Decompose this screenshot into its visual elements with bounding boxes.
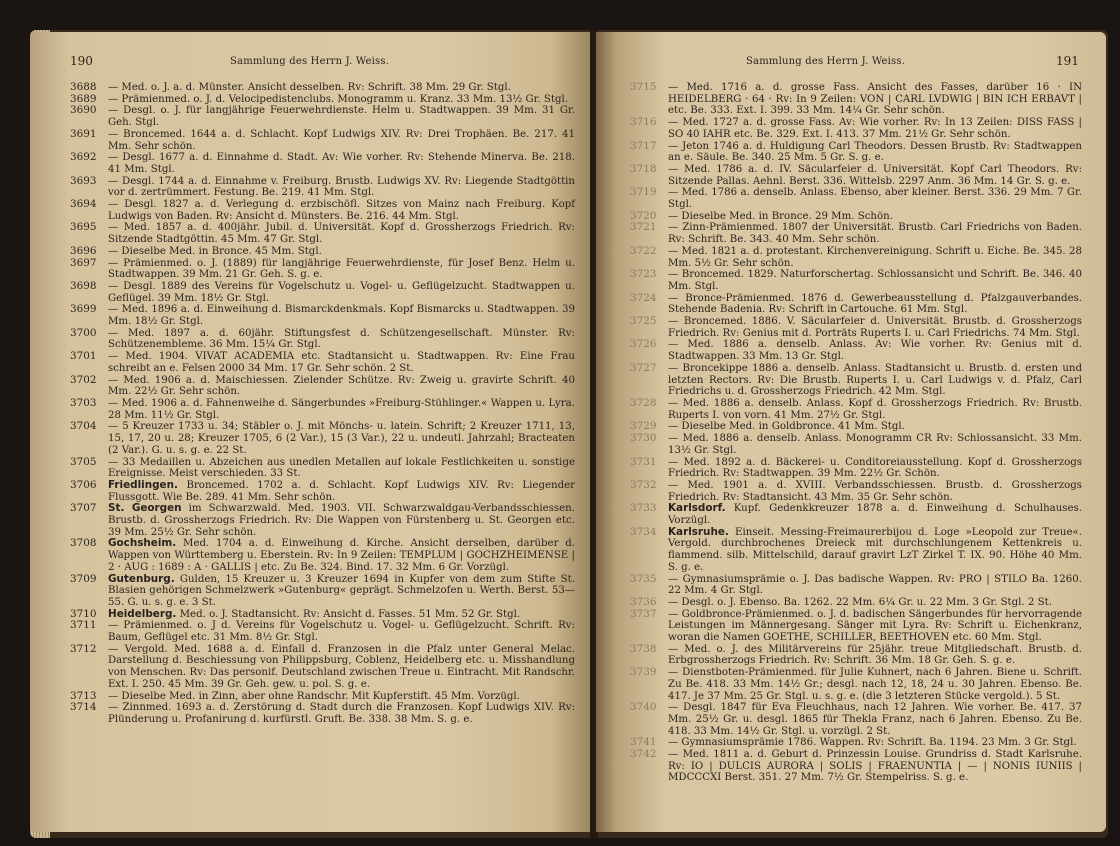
catalog-entry bbox=[630, 737, 1082, 749]
entry-number: 3697 bbox=[70, 256, 97, 269]
entry-number: 3711 bbox=[70, 619, 97, 632]
catalog-entry bbox=[630, 117, 1082, 140]
entry-description: — Vergold. Med. 1688 a. d. Einfall d. Franzosen in die Pfalz unter General Melac. Darstellung d. Beschiessung von Philippsburg, Coblenz, Heidelberg etc. u. Misshandlung von Menschen. Rv: Das personif. Deutschland zwischen Treue u. Eintracht. Mit Randschr. Ext. I. 250. 45 Mm. 39 Gr. Geh. gew. u. pol. S. g. e. bbox=[108, 643, 575, 690]
catalog-entry bbox=[630, 667, 1082, 702]
entry-description: — Med. 1906 a. d. Fahnenweihe d. Sängerbundes »Freiburg-Stühlinger.« Wappen u. Lyra. 28 Mm. 11½ Gr. Stgl. bbox=[108, 397, 575, 421]
catalog-entry bbox=[630, 363, 1082, 398]
entry-description: — Med. 1786 a. d. IV. Säcularfeier d. Universität. Kopf Carl Theodors. Rv: Sitzende Pallas. Aehnl. Berst. 336. Wittelsb. 2297 Anm. 36 Mm. 14 Gr. S. g. e. bbox=[668, 163, 1082, 187]
entry-number: 3688 bbox=[70, 81, 97, 93]
entry-description: — 33 Medaillen u. Abzeichen aus unedlen Metallen auf lokale Festlichkeiten u. sonstige Ereignisse. Meist verschieden. 33 St. bbox=[108, 456, 575, 480]
entry-number: 3741 bbox=[630, 736, 657, 749]
entry-description: — Med. 1821 a. d. protestant. Kirchenvereinigung. Schrift u. Eiche. Be. 345. 28 Mm. 5½ Gr. Sehr schön. bbox=[668, 245, 1082, 269]
entry-description: — Med. 1896 a. d. Einweihung d. Bismarckdenkmals. Kopf Bismarcks u. Stadtwappen. 39 Mm. 18½ Gr. Stgl. bbox=[108, 304, 575, 328]
entry-number: 3689 bbox=[70, 92, 97, 105]
entry-text bbox=[668, 527, 1082, 574]
entry-number: 3738 bbox=[630, 642, 657, 655]
entry-place-name: Karlsruhe. bbox=[668, 525, 729, 538]
entry-description: — Dieselbe Med. in Bronce. 45 Mm. Stgl. bbox=[108, 245, 322, 257]
entry-number: 3727 bbox=[630, 361, 657, 374]
entry-description: — Prämienmed. o. J d. Vereins für Vogelschutz u. Vogel- u. Geflügelzucht. Schrift. Rv: Baum, Geflügel etc. 31 Mm. 8½ Gr. Stgl. bbox=[108, 620, 575, 644]
catalog-entry bbox=[70, 574, 575, 609]
entry-text bbox=[108, 398, 575, 421]
entry-number: 3733 bbox=[630, 502, 657, 515]
catalog-entry bbox=[70, 457, 575, 480]
entry-description: — Med. 1897 a. d. 60jähr. Stiftungsfest d. Schützengesellschaft. Münster. Rv: Schützenembleme. 36 Mm. 15¼ Gr. Stgl. bbox=[108, 327, 575, 351]
entry-text bbox=[668, 749, 1082, 784]
catalog-entry bbox=[630, 222, 1082, 245]
entry-text bbox=[108, 691, 575, 703]
entry-place-name: Heidelberg. bbox=[108, 607, 177, 620]
catalog-entry bbox=[70, 644, 575, 691]
catalog-entry bbox=[630, 187, 1082, 210]
entry-text bbox=[108, 480, 575, 503]
catalog-entry bbox=[70, 421, 575, 456]
entry-text bbox=[108, 281, 575, 304]
entry-text bbox=[668, 421, 1082, 433]
catalog-entry bbox=[70, 246, 575, 258]
entry-text bbox=[108, 457, 575, 480]
right-running-head: Sammlung des Herrn J. Weiss. bbox=[746, 56, 906, 67]
entry-number: 3709 bbox=[70, 572, 97, 585]
catalog-entry bbox=[70, 258, 575, 281]
entry-number: 3734 bbox=[630, 525, 657, 538]
entry-description: — Gymnasiumsprämie 1786. Wappen. Rv: Schrift. Ba. 1194. 23 Mm. 3 Gr. Stgl. bbox=[668, 737, 1077, 749]
entry-text bbox=[668, 339, 1082, 362]
entry-number: 3695 bbox=[70, 221, 97, 234]
catalog-entry bbox=[630, 398, 1082, 421]
entry-number: 3699 bbox=[70, 303, 97, 316]
entry-text bbox=[108, 94, 575, 106]
catalog-entry bbox=[70, 609, 575, 621]
entry-description: Kupf. Gedenkkreuzer 1878 a. d. Einweihung d. Schulhauses. Vorzügl. bbox=[668, 503, 1082, 527]
catalog-entry bbox=[70, 82, 575, 94]
left-page bbox=[30, 32, 590, 832]
right-page bbox=[596, 32, 1106, 832]
entry-text bbox=[668, 269, 1082, 292]
entry-text bbox=[108, 503, 575, 538]
entry-number: 3726 bbox=[630, 338, 657, 351]
entry-number: 3742 bbox=[630, 748, 657, 761]
entry-text bbox=[108, 644, 575, 691]
entry-number: 3712 bbox=[70, 642, 97, 655]
entry-number: 3701 bbox=[70, 350, 97, 363]
entry-text bbox=[668, 457, 1082, 480]
entry-text bbox=[668, 187, 1082, 210]
catalog-entry bbox=[630, 644, 1082, 667]
catalog-entry bbox=[70, 304, 575, 327]
entry-text bbox=[108, 105, 575, 128]
entry-description: — Med. o. J. a. d. Münster. Ansicht desselben. Rv: Schrift. 38 Mm. 29 Gr. Stgl. bbox=[108, 82, 511, 93]
entry-text bbox=[668, 117, 1082, 140]
entry-description: — Med. 1716 a. d. grosse Fass. Ansicht des Fasses, darüber 16 · IN HEIDELBERG · 64 · Rv: In 9 Zeilen: VON | CARL LVDWIG | BIN ICH ERBAVT | etc. Be. 333. Ext. I. 399. 33 Mm. 14¼ Gr. Sehr schön. bbox=[668, 82, 1082, 117]
entry-description: — Prämienmed. o. J. (1889) für langjährige Feuerwehrdienste, für Josef Benz. Helm u. Stadtwappen. 39 Mm. 21 Gr. Geh. S. g. e. bbox=[108, 257, 575, 281]
catalog-entry bbox=[630, 164, 1082, 187]
entry-number: 3721 bbox=[630, 221, 657, 234]
entry-description: Gulden, 15 Kreuzer u. 3 Kreuzer 1694 in Kupfer von dem zum Stifte St. Blasien gehörigen Schmelzwerk »Gutenburg« geprägt. Schmelzofen u. Werth. Berst. 53—55. G. u. s. g. e. 3 St. bbox=[108, 573, 575, 608]
entry-place-name: Gutenburg. bbox=[108, 572, 175, 585]
entry-text bbox=[668, 164, 1082, 187]
catalog-entry bbox=[70, 222, 575, 245]
entry-description: — Med. 1786 a. denselb. Anlass. Ebenso, aber kleiner. Berst. 336. 29 Mm. 7 Gr. Stgl. bbox=[668, 187, 1082, 211]
catalog-entry bbox=[630, 527, 1082, 574]
entry-text bbox=[108, 328, 575, 351]
entry-description: — Zinnmed. 1693 a. d. Zerstörung d. Stadt durch die Franzosen. Kopf Ludwigs XIV. Rv: Plünderung u. Profanirung d. kurfürstl. Gruft. Be. 338. 38 Mm. S. g. e. bbox=[108, 702, 575, 725]
entry-number: 3715 bbox=[630, 81, 657, 93]
entry-text bbox=[108, 702, 575, 725]
entry-text bbox=[668, 609, 1082, 644]
entry-number: 3725 bbox=[630, 315, 657, 328]
catalog-entry bbox=[70, 152, 575, 175]
entry-number: 3704 bbox=[70, 420, 97, 433]
catalog-entry bbox=[70, 375, 575, 398]
entry-text bbox=[108, 574, 575, 609]
entry-description: — Desgl. o. J. für langjährige Feuerwehrdienste. Helm u. Stadtwappen. 39 Mm. 31 Gr. Geh. Stgl. bbox=[108, 105, 575, 129]
catalog-entry bbox=[70, 281, 575, 304]
entry-number: 3720 bbox=[630, 209, 657, 222]
entry-text bbox=[108, 82, 575, 94]
left-running-head: Sammlung des Herrn J. Weiss. bbox=[230, 56, 390, 67]
entry-text bbox=[668, 316, 1082, 339]
entry-number: 3740 bbox=[630, 701, 657, 714]
catalog-entry bbox=[630, 293, 1082, 316]
entry-description: — Jeton 1746 a. d. Huldigung Carl Theodors. Dessen Brustb. Rv: Stadtwappen an e. Säule. Be. 340. 25 Mm. 5 Gr. S. g. e. bbox=[668, 140, 1082, 164]
entry-text bbox=[108, 375, 575, 398]
entry-description: — Desgl. 1827 a. d. Verlegung d. erzbischöfl. Sitzes von Mainz nach Freiburg. Kopf Ludwigs von Baden. Rv: Ansicht d. Münsters. Be. 216. 44 Mm. Stgl. bbox=[108, 199, 575, 222]
entry-text bbox=[668, 702, 1082, 737]
catalog-entry bbox=[70, 94, 575, 106]
catalog-entry bbox=[630, 141, 1082, 164]
entry-number: 3736 bbox=[630, 595, 657, 608]
catalog-entry bbox=[630, 480, 1082, 503]
entry-number: 3732 bbox=[630, 478, 657, 491]
entry-description: — Dieselbe Med. in Bronce. 29 Mm. Schön. bbox=[668, 210, 893, 222]
entry-description: Broncemed. 1702 a. d. Schlacht. Kopf Ludwigs XIV. Rv: Liegender Flussgott. Wie Be. 289. 41 Mm. Sehr schön. bbox=[108, 479, 575, 503]
catalog-entry bbox=[70, 105, 575, 128]
entry-description: — Med. 1727 a. d. grosse Fass. Av: Wie vorher. Rv: In 13 Zeilen: DISS FASS | SO 40 IAHR etc. Be. 329. Ext. I. 413. 37 Mm. 21½ Gr. Sehr schön. bbox=[668, 117, 1082, 140]
entry-text bbox=[668, 644, 1082, 667]
catalog-entry bbox=[70, 538, 575, 573]
entry-description: — Dieselbe Med. in Zinn, aber ohne Randschr. Mit Kupferstift. 45 Mm. Vorzügl. bbox=[108, 690, 520, 702]
entry-text bbox=[108, 538, 575, 573]
entry-number: 3713 bbox=[70, 689, 97, 702]
entry-description: — Med. 1886 a. denselb. Anlass. Av: Wie vorher. Rv: Genius mit d. Stadtwappen. 33 Mm. 13 Gr. Stgl. bbox=[668, 339, 1082, 363]
entry-description: — Broncemed. 1886. V. Säcularfeier d. Universität. Brustb. d. Grossherzogs Friedrich. Rv: Genius mit d. Porträts Ruperts I. u. Carl Friedrichs. 74 Mm. Stgl. bbox=[668, 316, 1082, 339]
entry-text bbox=[108, 304, 575, 327]
entry-text bbox=[668, 293, 1082, 316]
entry-place-name: Karlsdorf. bbox=[668, 502, 726, 515]
entry-text bbox=[668, 574, 1082, 597]
entry-description: — Desgl. 1677 a. d. Einnahme d. Stadt. Av: Wie vorher. Rv: Stehende Minerva. Be. 218. 41 Mm. Stgl. bbox=[108, 152, 575, 175]
book bbox=[30, 30, 1108, 838]
catalog-entry bbox=[70, 620, 575, 643]
entry-number: 3730 bbox=[630, 432, 657, 445]
entry-place-name: Friedlingen. bbox=[108, 478, 178, 491]
entry-description: — Bronce-Prämienmed. 1876 d. Gewerbeausstellung d. Pfalzgauverbandes. Stehende Badenia. Rv: Schrift in Cartouche. 61 Mm. Stgl. bbox=[668, 292, 1082, 316]
right-entries bbox=[630, 82, 1082, 784]
entry-number: 3693 bbox=[70, 174, 97, 187]
entry-number: 3696 bbox=[70, 244, 97, 257]
entry-text bbox=[668, 480, 1082, 503]
entry-number: 3690 bbox=[70, 104, 97, 117]
entry-description: — Desgl. 1847 für Eva Fleuchhaus, nach 12 Jahren. Wie vorher. Be. 417. 37 Mm. 25½ Gr. u. desgl. 1865 für Thekla Franz, nach 6 Jahren. Ebenso. Zu Be. 418. 33 Mm. 14½ Gr. Stgl. u. vorzügl. 2 St. bbox=[668, 702, 1082, 737]
entry-description: — Desgl. 1744 a. d. Einnahme v. Freiburg. Brustb. Ludwigs XV. Rv: Liegende Stadtgöttin vor d. zertrümmert. Festung. Be. 219. 41 Mm. Stgl. bbox=[108, 175, 575, 199]
entry-number: 3703 bbox=[70, 396, 97, 409]
entry-text bbox=[108, 199, 575, 222]
entry-text bbox=[668, 141, 1082, 164]
catalog-entry bbox=[630, 433, 1082, 456]
left-page-number: 190 bbox=[70, 54, 93, 68]
catalog-entry bbox=[630, 421, 1082, 433]
entry-number: 3716 bbox=[630, 116, 657, 129]
entry-description: — Med. 1892 a. d. Bäckerei- u. Conditoreiausstellung. Kopf d. Grossherzogs Friedrich. Rv: Stadtwappen. 39 Mm. 22½ Gr. Schön. bbox=[668, 456, 1082, 480]
entry-number: 3707 bbox=[70, 502, 97, 515]
entry-description: im Schwarzwald. Med. 1903. VII. Schwarzwaldgau-Verbandsschiessen. Brustb. d. Grossherzogs Friedrich. Rv: Die Wappen von Fürstenberg u. St. Georgen etc. 39 Mm. 25½ Gr. Sehr schön. bbox=[108, 503, 575, 538]
entry-description: — Med. 1886 a. denselb. Anlass. Kopf d. Grossherzogs Friedrich. Rv: Brustb. Ruperts I. von vorn. 41 Mm. 27½ Gr. Stgl. bbox=[668, 397, 1082, 421]
entry-place-name: St. Georgen bbox=[108, 502, 182, 515]
catalog-entry bbox=[630, 211, 1082, 223]
entry-description: — Med. 1906 a. d. Maischiessen. Zielender Schütze. Rv: Zweig u. gravirte Schrift. 40 Mm. 22½ Gr. Sehr schön. bbox=[108, 374, 575, 398]
entry-text bbox=[668, 433, 1082, 456]
catalog-entry bbox=[630, 609, 1082, 644]
catalog-entry bbox=[70, 480, 575, 503]
catalog-entry bbox=[630, 269, 1082, 292]
entry-text bbox=[668, 246, 1082, 269]
entry-number: 3710 bbox=[70, 607, 97, 620]
entry-number: 3739 bbox=[630, 666, 657, 679]
entry-number: 3702 bbox=[70, 373, 97, 386]
entry-text bbox=[108, 620, 575, 643]
entry-description: — Broncekippe 1886 a. denselb. Anlass. Stadtansicht u. Brustb. d. ersten und letzten Rectors. Rv: Die Brustb. Ruperts I. u. Carl Ludwigs v. d. Pfalz, Carl Friedrichs u. d. Grossherzogs Friedrich. 42 Mm. Stgl. bbox=[668, 362, 1082, 398]
entry-number: 3728 bbox=[630, 396, 657, 409]
catalog-entry bbox=[70, 503, 575, 538]
entry-description: — Med. 1811 a. d. Geburt d. Prinzessin Louise. Grundriss d. Stadt Karlsruhe. Rv: IO | DULCIS AURORA | SOLIS | FRAENUNTIA | — | NONIS IUNIIS | MDCCCXI Berst. 351. 27 Mm. 7½ Gr. Stempelriss. S. g. e. bbox=[668, 749, 1082, 784]
catalog-entry bbox=[630, 574, 1082, 597]
catalog-entry bbox=[630, 246, 1082, 269]
entry-description: — Zinn-Prämienmed. 1807 der Universität. Brustb. Carl Friedrichs von Baden. Rv: Schrift. Be. 343. 40 Mm. Sehr schön. bbox=[668, 222, 1082, 246]
entry-number: 3691 bbox=[70, 127, 97, 140]
catalog-entry bbox=[630, 702, 1082, 737]
entry-description: — Desgl. 1889 des Vereins für Vogelschutz u. Vogel- u. Geflügelzucht. Stadtwappen u. Geflügel. 39 Mm. 18½ Gr. Stgl. bbox=[108, 280, 575, 304]
entry-number: 3737 bbox=[630, 607, 657, 620]
entry-description: — Desgl. o. J. Ebenso. Ba. 1262. 22 Mm. 6¼ Gr. u. 22 Mm. 3 Gr. Stgl. 2 St. bbox=[668, 596, 1052, 608]
catalog-entry bbox=[70, 176, 575, 199]
entry-text bbox=[108, 258, 575, 281]
entry-number: 3723 bbox=[630, 268, 657, 281]
entry-description: Med. 1704 a. d. Einweihung d. Kirche. Ansicht derselben, darüber d. Wappen von Württemberg u. Eberstein. Rv: In 9 Zeilen: TEMPLUM | GOCHZHEIMENSE | 2 · AUG : 1689 : A · GALLIS | etc. Zu Be. 324. Bind. 17. 32 Mm. 6 Gr. Vorzügl. bbox=[108, 538, 575, 573]
entry-text bbox=[668, 363, 1082, 398]
catalog-entry bbox=[630, 503, 1082, 526]
entry-text bbox=[668, 398, 1082, 421]
entry-text bbox=[108, 421, 575, 456]
entry-number: 3706 bbox=[70, 478, 97, 491]
entry-text bbox=[108, 351, 575, 374]
entry-description: — Med. o. J. des Militärvereins für 25jähr. treue Mitgliedschaft. Brustb. d. Erbgrossherzogs Friedrich. Rv: Schrift. 36 Mm. 18 Gr. Geh. S. g. e. bbox=[668, 643, 1082, 667]
entry-place-name: Gochsheim. bbox=[108, 537, 177, 550]
entry-number: 3718 bbox=[630, 162, 657, 175]
entry-text bbox=[108, 246, 575, 258]
entry-description: Med. o. J. Stadtansicht. Rv: Ansicht d. Fasses. 51 Mm. 52 Gr. Stgl. bbox=[179, 608, 521, 620]
entry-number: 3705 bbox=[70, 455, 97, 468]
entry-number: 3719 bbox=[630, 186, 657, 199]
catalog-entry bbox=[630, 82, 1082, 117]
entry-text bbox=[108, 152, 575, 175]
entry-description: — Goldbronce-Prämienmed. o. J. d. badischen Sängerbundes für hervorragende Leistungen im Männergesang. Sänger mit Lyra. Rv: Schrift u. Eichenkranz, woran die Namen GOETHE, SCHILLER, BEETHOVEN etc. 60 Mm. Stgl. bbox=[668, 608, 1082, 644]
catalog-entry bbox=[630, 339, 1082, 362]
entry-text bbox=[668, 597, 1082, 609]
catalog-entry bbox=[70, 351, 575, 374]
entry-description: Einseit. Messing-Freimaurerbijou d. Loge »Leopold zur Treue«. Vergold. durchbrochenes Dreieck mit durchschlungenem Kettenkreis u. flammend. silb. Mittelschild, darauf gravirt LzT Zirkel T. IX. 90. Höhe 40 Mm. S. g. e. bbox=[668, 526, 1082, 573]
catalog-entry bbox=[630, 316, 1082, 339]
entry-text bbox=[668, 667, 1082, 702]
entry-number: 3731 bbox=[630, 455, 657, 468]
catalog-entry bbox=[70, 702, 575, 725]
entry-number: 3729 bbox=[630, 420, 657, 433]
entry-number: 3722 bbox=[630, 244, 657, 257]
entry-number: 3692 bbox=[70, 151, 97, 164]
entry-description: — Med. 1886 a. denselb. Anlass. Monogramm CR Rv: Schlossansicht. 33 Mm. 13½ Gr. Stgl. bbox=[668, 433, 1082, 456]
entry-description: — Dienstboten-Prämienmed. für Julie Kuhnert, nach 6 Jahren. Biene u. Schrift. Zu Be. 418. 33 Mm. 14½ Gr.; desgl. nach 12, 18, 24 u. 30 Jahren. Ebenso. Be. 417. Je 37 Mm. 25 Gr. Stgl. u. s. g. e. (die 3 letzteren Stücke vergold.). 5 St. bbox=[668, 667, 1082, 702]
right-page-number: 191 bbox=[1056, 54, 1079, 68]
entry-number: 3724 bbox=[630, 291, 657, 304]
entry-number: 3717 bbox=[630, 139, 657, 152]
entry-number: 3714 bbox=[70, 701, 97, 714]
entry-text bbox=[668, 82, 1082, 117]
entry-text bbox=[668, 222, 1082, 245]
entry-description: — 5 Kreuzer 1733 u. 34; Stäbler o. J. mit Mönchs- u. latein. Schrift; 2 Kreuzer 1711, 13, 15, 17, 20 u. 28; Kreuzer 1705, 6 (2 Var.), 15 (3 Var.), 22 u. undeutl. Jahrzahl; Bracteaten (2 Var.). G. u. s. g. e. 22 St. bbox=[108, 421, 575, 456]
catalog-entry bbox=[630, 597, 1082, 609]
entry-text bbox=[108, 176, 575, 199]
entry-description: — Med. 1904. VIVAT ACADEMIA etc. Stadtansicht u. Stadtwappen. Rv: Eine Frau schreibt an e. Felsen 2000 34 Mm. 17 Gr. Sehr schön. 2 St. bbox=[108, 351, 575, 374]
entry-description: — Gymnasiumsprämie o. J. Das badische Wappen. Rv: PRO | STILO Ba. 1260. 22 Mm. 4 Gr. Stgl. bbox=[668, 573, 1082, 597]
catalog-entry bbox=[630, 457, 1082, 480]
entry-description: — Broncemed. 1829. Naturforschertag. Schlossansicht und Schrift. Be. 346. 40 Mm. Stgl. bbox=[668, 269, 1082, 292]
catalog-entry bbox=[70, 328, 575, 351]
entry-number: 3694 bbox=[70, 198, 97, 211]
entry-number: 3708 bbox=[70, 537, 97, 550]
catalog-entry bbox=[70, 398, 575, 421]
entry-text bbox=[108, 609, 575, 621]
entry-text bbox=[108, 222, 575, 245]
entry-description: — Med. 1857 a. d. 400jähr. Jubil. d. Universität. Kopf d. Grossherzogs Friedrich. Rv: Sitzende Stadtgöttin. 45 Mm. 47 Gr. Stgl. bbox=[108, 222, 575, 246]
entry-description: — Med. 1901 a. d. XVIII. Verbandsschiessen. Brustb. d. Grossherzogs Friedrich. Rv: Stadtansicht. 43 Mm. 35 Gr. Sehr schön. bbox=[668, 479, 1082, 503]
entry-text bbox=[668, 211, 1082, 223]
entry-number: 3698 bbox=[70, 279, 97, 292]
entry-text bbox=[108, 129, 575, 152]
entry-description: — Broncemed. 1644 a. d. Schlacht. Kopf Ludwigs XIV. Rv: Drei Trophäen. Be. 217. 41 Mm. Sehr schön. bbox=[108, 128, 575, 152]
catalog-entry bbox=[630, 749, 1082, 784]
catalog-entry bbox=[70, 129, 575, 152]
entry-text bbox=[668, 503, 1082, 526]
entry-text bbox=[668, 737, 1082, 749]
entry-description: — Prämienmed. o. J. d. Velocipedistenclubs. Monogramm u. Kranz. 33 Mm. 13½ Gr. Stgl. bbox=[108, 93, 568, 105]
entry-description: — Dieselbe Med. in Goldbronce. 41 Mm. Stgl. bbox=[668, 421, 905, 433]
catalog-entry bbox=[70, 199, 575, 222]
entry-number: 3735 bbox=[630, 572, 657, 585]
entry-number: 3700 bbox=[70, 326, 97, 339]
left-entries bbox=[70, 82, 575, 726]
catalog-entry bbox=[70, 691, 575, 703]
